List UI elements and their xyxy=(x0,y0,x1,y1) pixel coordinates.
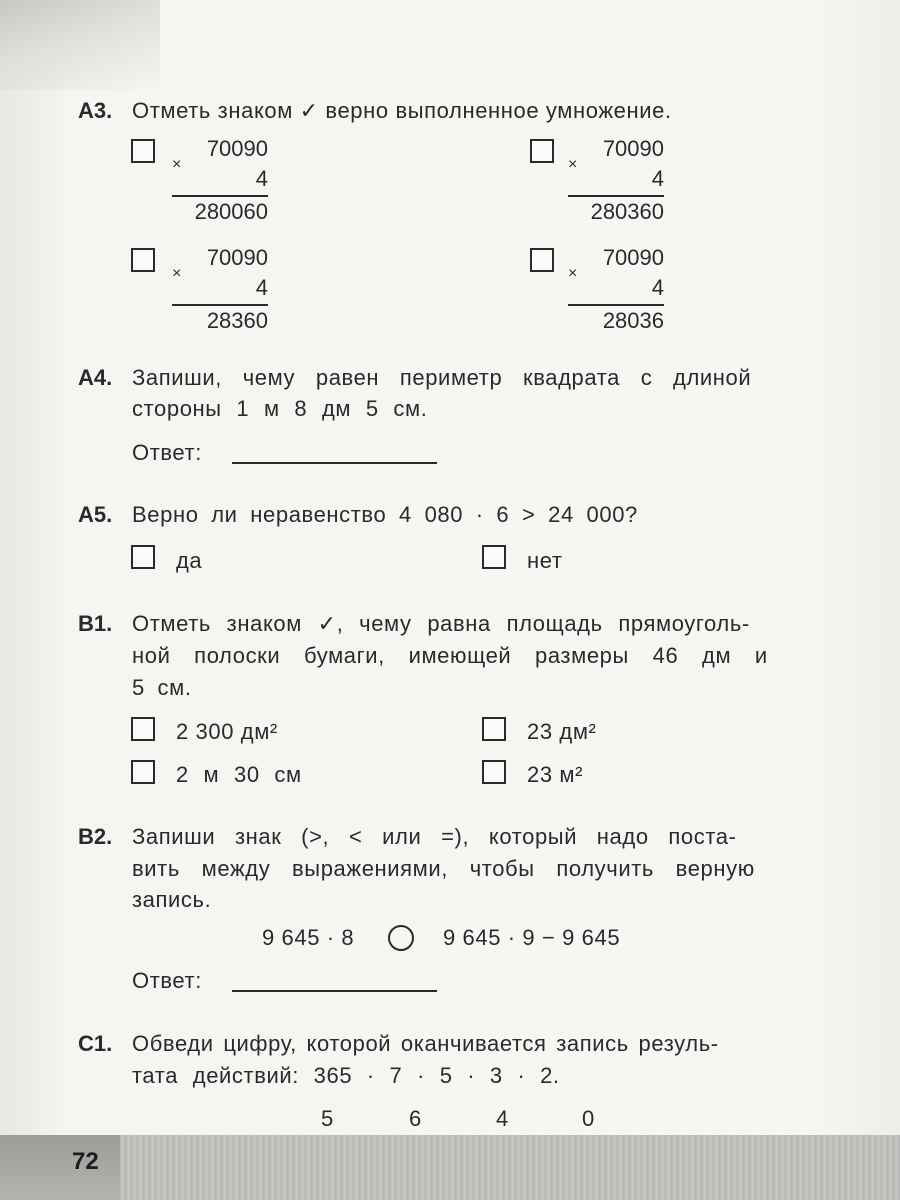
b1-option-2-checkbox[interactable] xyxy=(482,717,506,741)
c1-digit-5[interactable]: 5 xyxy=(321,1106,334,1131)
multiplicand: 70090 xyxy=(206,136,268,161)
task-a4-line-1: Запиши, чему равен периметр квадрата с длиной xyxy=(132,365,752,390)
result: 280360 xyxy=(590,199,664,224)
b1-option-3-label: 2 м 30 см xyxy=(176,762,302,787)
c1-digit-0[interactable]: 0 xyxy=(582,1106,595,1131)
result: 28036 xyxy=(602,308,664,333)
a3-multiplication-2 xyxy=(568,134,664,227)
task-a4-label: A4. xyxy=(78,365,113,390)
c1-digit-6[interactable]: 6 xyxy=(409,1106,422,1131)
task-b1-line-2: ной полоски бумаги, имеющей размеры 46 дм и xyxy=(132,643,768,668)
page-bottom-strip xyxy=(0,1135,900,1200)
b1-option-4-checkbox[interactable] xyxy=(482,760,506,784)
b2-left-expression: 9 645 · 8 xyxy=(262,925,355,950)
a5-no-checkbox[interactable] xyxy=(482,545,506,569)
task-b1-label: B1. xyxy=(78,611,113,636)
page-corner-shadow xyxy=(0,0,160,90)
task-a5-label: A5. xyxy=(78,502,113,527)
task-a3-text: Отметь знаком ✓ верно выполненное умножение. xyxy=(132,98,672,123)
task-b2-line-3: запись. xyxy=(132,887,212,912)
times-sign: × xyxy=(172,156,182,173)
a5-yes-checkbox[interactable] xyxy=(131,545,155,569)
b2-sign-circle[interactable] xyxy=(388,925,414,951)
task-b1-line-1: Отметь знаком ✓, чему равна площадь прямоуголь- xyxy=(132,611,750,636)
a3-option-4-checkbox[interactable] xyxy=(530,248,554,272)
a4-answer-label: Ответ: xyxy=(132,440,202,465)
result: 28360 xyxy=(206,308,268,333)
page-number: 72 xyxy=(72,1148,99,1175)
a3-option-3-checkbox[interactable] xyxy=(131,248,155,272)
b1-option-3-checkbox[interactable] xyxy=(131,760,155,784)
multiplicand: 70090 xyxy=(206,245,268,270)
multiplier: 4 xyxy=(255,166,268,191)
a3-option-2-checkbox[interactable] xyxy=(530,139,554,163)
a3-multiplication-4 xyxy=(568,243,664,336)
times-sign: × xyxy=(568,265,578,282)
a5-no-label: нет xyxy=(527,548,563,573)
task-a3-label: A3. xyxy=(78,98,113,123)
times-sign: × xyxy=(172,265,182,282)
b2-answer-field[interactable] xyxy=(232,990,437,992)
b1-option-1-checkbox[interactable] xyxy=(131,717,155,741)
b1-option-1-label: 2 300 дм² xyxy=(176,719,278,744)
task-b2-line-2: вить между выражениями, чтобы получить верную xyxy=(132,856,755,881)
b1-option-4-label: 23 м² xyxy=(527,762,584,787)
task-a4-line-2: стороны 1 м 8 дм 5 см. xyxy=(132,396,428,421)
result: 280060 xyxy=(194,199,268,224)
a3-multiplication-1 xyxy=(172,134,268,227)
task-c1-line-1: Обведи цифру, которой оканчивается запись резуль- xyxy=(132,1031,719,1056)
task-b1-line-3: 5 см. xyxy=(132,675,192,700)
times-sign: × xyxy=(568,156,578,173)
task-c1-line-2: тата действий: 365 · 7 · 5 · 3 · 2. xyxy=(132,1063,560,1088)
a3-option-1-checkbox[interactable] xyxy=(131,139,155,163)
page-bottom-corner xyxy=(0,1135,120,1200)
task-b2-line-1: Запиши знак (>, < или =), который надо поста- xyxy=(132,824,737,849)
b1-option-2-label: 23 дм² xyxy=(527,719,597,744)
task-c1-label: C1. xyxy=(78,1031,113,1056)
c1-digit-4[interactable]: 4 xyxy=(496,1106,509,1131)
task-b2-label: B2. xyxy=(78,824,113,849)
a4-answer-field[interactable] xyxy=(232,462,437,464)
multiplicand: 70090 xyxy=(602,136,664,161)
task-a5-text: Верно ли неравенство 4 080 · 6 > 24 000? xyxy=(132,502,638,527)
multiplicand: 70090 xyxy=(602,245,664,270)
b2-right-expression: 9 645 · 9 − 9 645 xyxy=(443,925,621,950)
multiplier: 4 xyxy=(651,166,664,191)
multiplier: 4 xyxy=(255,275,268,300)
a5-yes-label: да xyxy=(176,548,203,573)
a3-multiplication-3 xyxy=(172,243,268,336)
multiplier: 4 xyxy=(651,275,664,300)
b2-answer-label: Ответ: xyxy=(132,968,202,993)
